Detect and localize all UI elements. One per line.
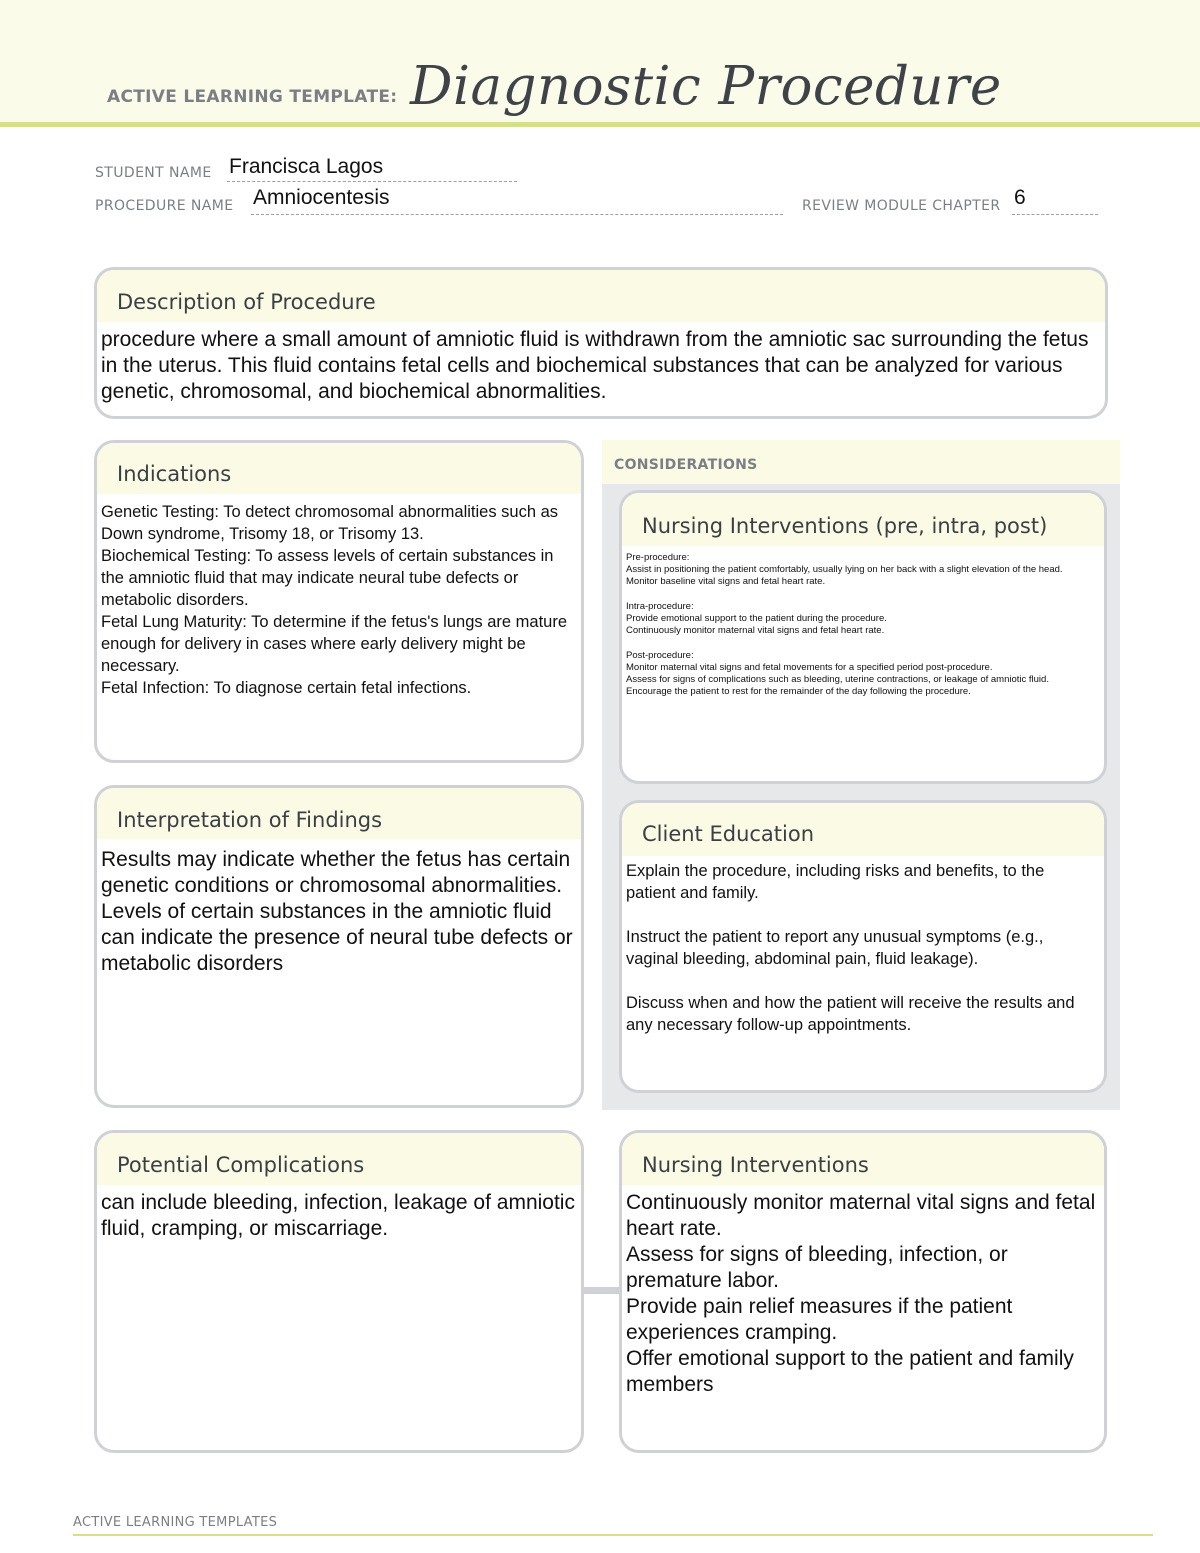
nursing-interventions-title: Nursing Interventions [642,1153,869,1177]
nursing-pip-body[interactable] [626,552,1098,698]
nursing-interventions-body[interactable] [626,1190,1098,1398]
procedure-name-label: PROCEDURE NAME [95,198,234,214]
nursing-interventions-card [619,1130,1107,1453]
indications-body[interactable] [101,501,575,699]
nursing-interventions-card-header [622,1133,1104,1185]
page-title: Diagnostic Procedure [410,56,1002,117]
complications-text: can include bleeding, infection, leakage of amniotic fluid, cramping, or miscarriage. [101,1191,581,1240]
interpretation-card [94,785,584,1108]
description-body[interactable] [101,327,1099,405]
card-connector [583,1287,619,1294]
considerations-label: CONSIDERATIONS [614,457,758,473]
description-card [94,267,1108,419]
footer-label: ACTIVE LEARNING TEMPLATES [73,1515,278,1530]
nursing-pip-title: Nursing Interventions (pre, intra, post) [642,514,1048,538]
nursing-pip-card [619,490,1107,784]
interpretation-card-header [97,788,581,839]
indications-card [94,440,584,763]
interpretation-title: Interpretation of Findings [117,808,383,832]
client-education-title: Client Education [642,822,815,846]
complications-card-header [97,1133,581,1185]
student-name-label: STUDENT NAME [95,165,212,181]
client-education-text: Explain the procedure, including risks and benefits, to the patient and family. Instruct the patient to report any unusual symptoms (e.g., vaginal bleeding, abdominal pain, fluid leakage). Discuss when and how the patient will receive the results and any necessary follow-up appointments. [626,862,1075,1034]
complications-body[interactable] [101,1190,581,1242]
interpretation-text: Results may indicate whether the fetus has certain genetic conditions or chromosomal abnormalities. Levels of certain substances in the amniotic fluid can indicate the presence of neural tube defects or metabolic disorders [101,848,573,975]
nursing-pip-card-header [622,493,1104,546]
nursing-pip-text: Pre-procedure: Assist in positioning the patient comfortably, usually lying on her back with a slight elevation of the head. Monitor baseline vital signs and fetal heart rate. Intra-procedure: Provide emotional support to the patient during the procedure. Continuously monitor maternal vital signs and fetal heart rate. Post-procedure: Monitor maternal vital signs and fetal movements for a specified period post-procedure. Assess for signs of complications such as bleeding, uterine contractions, or leakage of amniotic fluid. Encourage the patient to rest for the remainder of the day following the procedure. [626,552,1063,698]
client-education-card [619,800,1107,1093]
procedure-name-line [251,214,783,215]
footer-rule [73,1534,1153,1536]
template-prefix: ACTIVE LEARNING TEMPLATE: [107,87,398,107]
client-education-card-header [622,803,1104,856]
client-education-body[interactable] [626,860,1098,1036]
complications-title: Potential Complications [117,1153,365,1177]
indications-card-header [97,443,581,494]
review-chapter-label: REVIEW MODULE CHAPTER [802,198,1001,214]
description-title: Description of Procedure [117,290,376,314]
interpretation-body[interactable] [101,847,575,977]
complications-card [94,1130,584,1453]
indications-title: Indications [117,462,232,486]
procedure-name-value[interactable]: Amniocentesis [253,186,390,209]
review-chapter-value[interactable]: 6 [1014,186,1026,209]
nursing-interventions-text: Continuously monitor maternal vital signs and fetal heart rate. Assess for signs of bleeding, infection, or premature labor. Provide pain relief measures if the patient experiences cramping. Offer emotional support to the patient and family members [626,1191,1096,1396]
considerations-header [602,440,1120,484]
student-name-line [227,181,517,182]
student-name-value[interactable]: Francisca Lagos [229,155,384,178]
header-rule [0,122,1200,127]
review-chapter-line [1012,214,1098,215]
description-text: procedure where a small amount of amniotic fluid is withdrawn from the amniotic sac surrounding the fetus in the uterus. This fluid contains fetal cells and biochemical substances that can be analyzed for various genetic, chromosomal, and biochemical abnormalities. [101,328,1095,403]
description-card-header [97,270,1105,322]
indications-text: Genetic Testing: To detect chromosomal abnormalities such as Down syndrome, Trisomy 18, or Trisomy 13. Biochemical Testing: To assess levels of certain substances in the amniotic fluid that may indicate neural tube defects or metabolic disorders. Fetal Lung Maturity: To determine if the fetus's lungs are mature enough for delivery in cases where early delivery might be necessary. Fetal Infection: To diagnose certain fetal infections. [101,503,567,697]
